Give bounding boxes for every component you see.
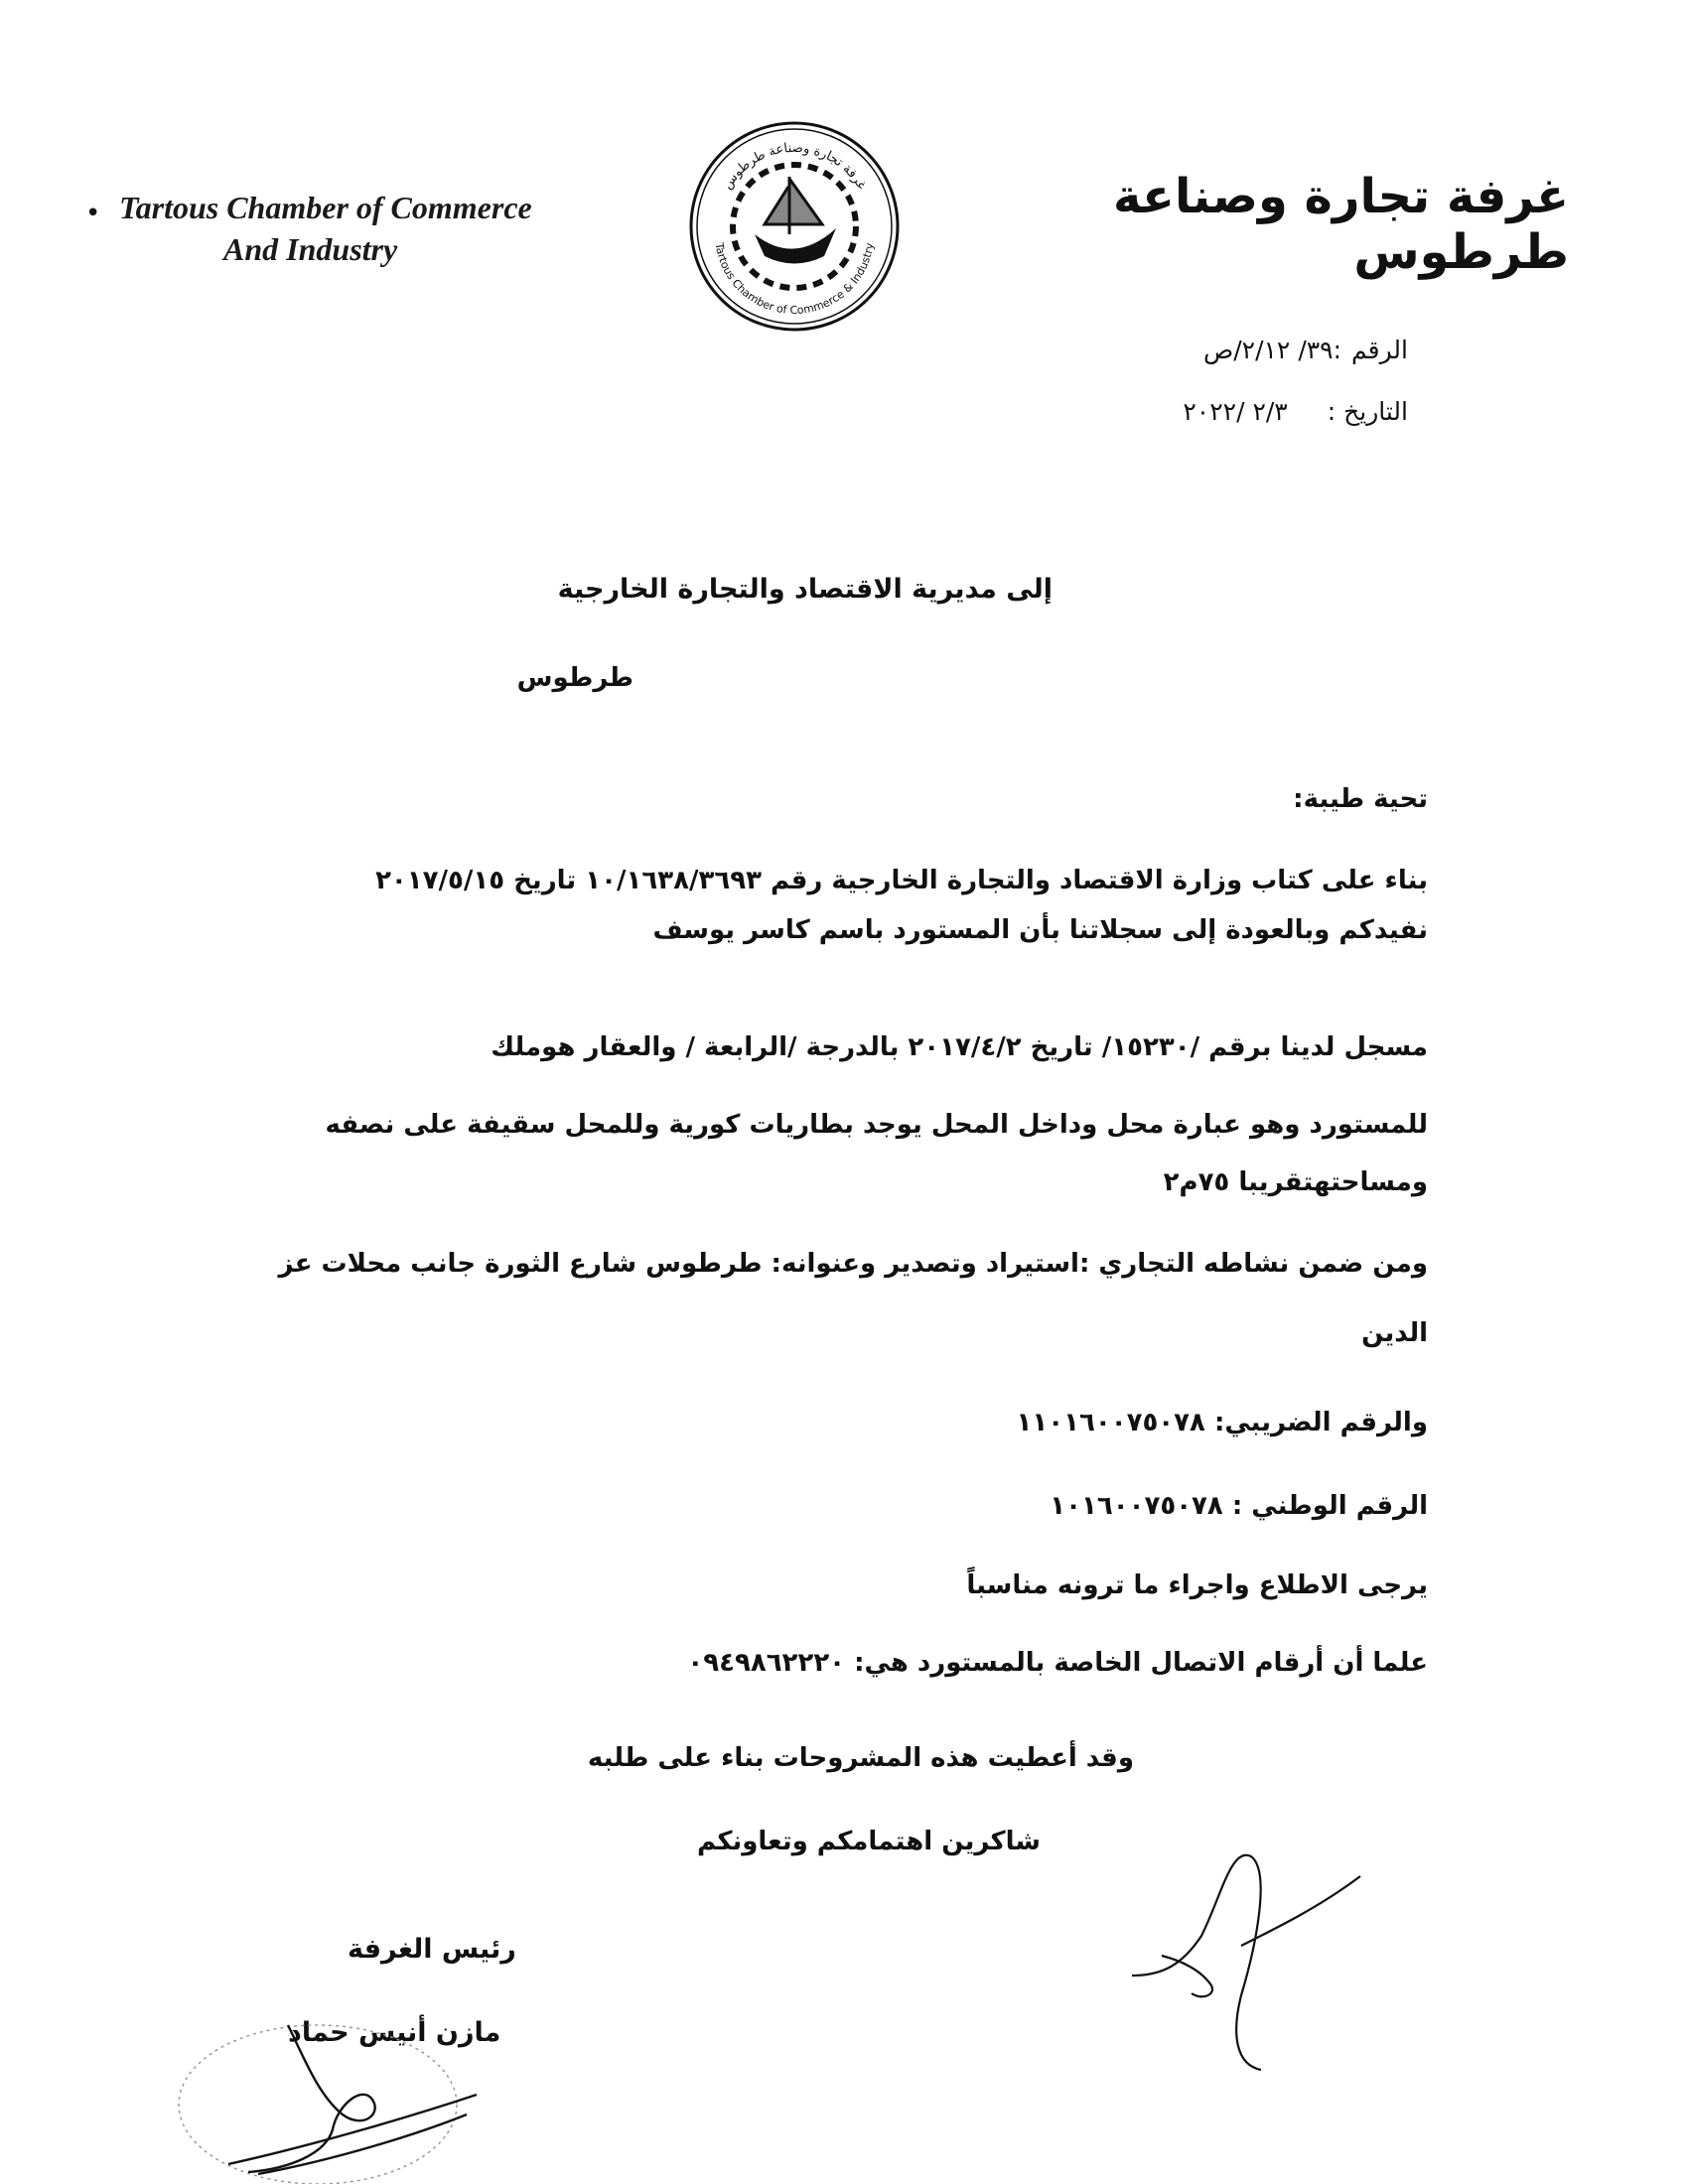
date-label: التاريخ :: [1327, 397, 1408, 426]
body-line-3: مسجل لدينا برقم /١٥٢٣٠/ تاريخ ٢٠١٧/٤/٢ بالدرجة /الرابعة / والعقار هوملك: [491, 1032, 1428, 1062]
addressee: إلى مديرية الاقتصاد والتجارة الخارجية: [557, 574, 1053, 605]
national-number: الرقم الوطني : ١٠١٦٠٠٧٥٠٧٨: [1050, 1491, 1428, 1521]
signatory-name: مازن أنيس حماد: [288, 2017, 501, 2048]
bullet-mark: •: [85, 199, 101, 228]
arabic-org-name: غرفة تجارة وصناعة طرطوس: [1113, 169, 1569, 280]
closing-line-1: وقد أعطيت هذه المشروحات بناء على طلبه: [587, 1743, 1134, 1773]
chamber-seal-logo: [685, 117, 904, 336]
greeting: تحية طيبة:: [1293, 784, 1428, 814]
reference-number: [1203, 336, 1408, 364]
body-line-1: بناء على كتاب وزارة الاقتصاد والتجارة الخارجية رقم ١٠/١٦٣٨/٣٦٩٣ تاريخ ٢٠١٧/٥/١٥: [375, 866, 1428, 895]
body-line-7: الدين: [1361, 1318, 1428, 1348]
seal-text-ar: غرفة تجارة وصناعة طرطوس: [720, 140, 869, 193]
contact-line: علما أن أرقام الاتصال الخاصة بالمستورد هي: ٠٩٤٩٨٦٢٢٢٠: [687, 1648, 1428, 1678]
body-line-2: نفيدكم وبالعودة إلى سجلاتنا بأن المستورد باسم كاسر يوسف: [652, 915, 1428, 945]
english-org-name: [119, 187, 675, 270]
body-line-6: ومن ضمن نشاطه التجاري :استيراد وتصدير وعنوانه: طرطوس شارع الثورة جانب محلات عز: [278, 1249, 1428, 1279]
ref-label: الرقم: [1351, 336, 1408, 364]
signatory-title: رئيس الغرفة: [348, 1934, 516, 1965]
date-value: ٢/٣ /٢٠٢٢: [1183, 397, 1288, 426]
body-line-5: ومساحتهتقريبا ٧٥م٢: [1163, 1167, 1428, 1197]
addressee-city: طرطوس: [516, 663, 633, 693]
closing-line-2: شاكرين اهتمامكم وتعاونكم: [696, 1827, 1041, 1856]
english-org-name-line1: Tartous Chamber of Commerce: [119, 190, 532, 225]
ref-value: :٣٩/ ٢/١٢/ص: [1203, 336, 1342, 364]
handwritten-signature: [1122, 1827, 1380, 2085]
stamp-and-signature: [169, 1995, 496, 2184]
english-org-name-line2: And Industry: [223, 231, 398, 267]
request-line: يرجى الاطلاع واجراء ما ترونه مناسباً: [966, 1570, 1428, 1600]
letter-date: [1183, 397, 1408, 426]
tax-number: والرقم الضريبي: ١١٠١٦٠٠٧٥٠٧٨: [1016, 1408, 1428, 1437]
seal-text-en: Tartous Chamber of Commerce & Industry: [712, 241, 877, 318]
body-line-4: للمستورد وهو عبارة محل وداخل المحل يوجد بطاريات كورية وللمحل سقيفة على نصفه: [325, 1110, 1428, 1140]
